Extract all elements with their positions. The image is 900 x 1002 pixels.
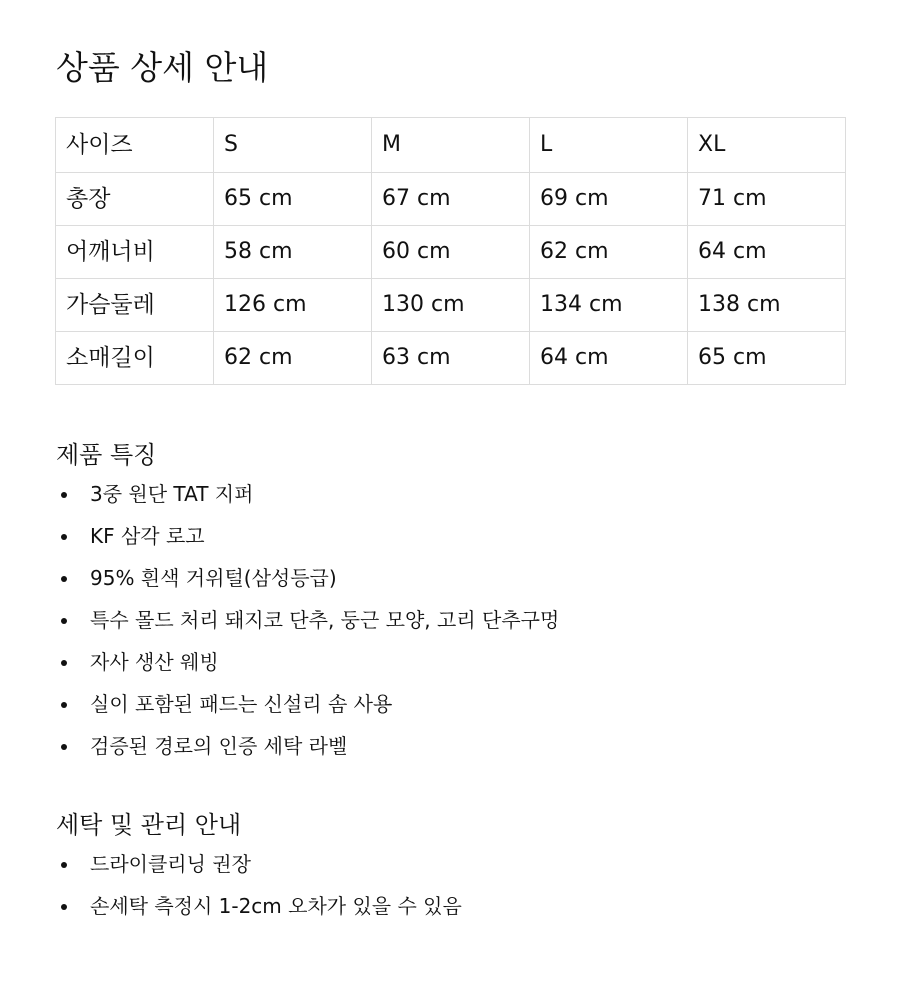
row-label-shoulder: 어깨너비 [56,226,214,279]
list-item-text: 95% 흰색 거위털(삼성등급) [90,566,337,590]
bullet-icon [61,618,67,624]
list-item-text: 특수 몰드 처리 돼지코 단추, 둥근 모양, 고리 단추구멍 [90,608,560,632]
list-item [56,848,462,890]
table-cell: 65 cm [688,332,846,385]
list-item-text: 자사 생산 웨빙 [90,650,219,674]
bullet-icon [61,660,67,666]
list-item-text: 3중 원단 TAT 지퍼 [90,482,254,506]
table-cell: 58 cm [214,226,372,279]
list-item [56,688,559,730]
row-label-total-length: 총장 [56,173,214,226]
table-cell: 130 cm [372,279,530,332]
size-table-row [56,173,846,226]
size-table [55,117,846,385]
features-list [56,478,559,772]
size-header-l: L [530,118,688,173]
list-item [56,646,559,688]
bullet-icon [61,702,67,708]
size-header-label: 사이즈 [56,118,214,173]
bullet-icon [61,904,67,910]
list-item-text: KF 삼각 로고 [90,524,205,548]
table-cell: 69 cm [530,173,688,226]
size-header-xl: XL [688,118,846,173]
table-cell: 60 cm [372,226,530,279]
size-header-m: M [372,118,530,173]
size-table-row [56,279,846,332]
list-item-text: 드라이클리닝 권장 [90,852,251,876]
table-cell: 64 cm [688,226,846,279]
size-table-row [56,226,846,279]
bullet-icon [61,534,67,540]
table-cell: 62 cm [214,332,372,385]
table-cell: 63 cm [372,332,530,385]
size-table-header-row [56,118,846,173]
size-table-row [56,332,846,385]
bullet-icon [61,576,67,582]
table-cell: 134 cm [530,279,688,332]
list-item [56,520,559,562]
page-title: 상품 상세 안내 [56,48,269,87]
size-header-s: S [214,118,372,173]
bullet-icon [61,862,67,868]
row-label-chest: 가슴둘레 [56,279,214,332]
list-item [56,478,559,520]
bullet-icon [61,744,67,750]
care-title: 세탁 및 관리 안내 [56,811,242,839]
care-list [56,848,462,932]
table-cell: 65 cm [214,173,372,226]
list-item [56,730,559,772]
list-item-text: 검증된 경로의 인증 세탁 라벨 [90,734,348,758]
table-cell: 71 cm [688,173,846,226]
list-item-text: 손세탁 측정시 1-2cm 오차가 있을 수 있음 [90,894,462,918]
table-cell: 67 cm [372,173,530,226]
list-item-text: 실이 포함된 패드는 신설리 솜 사용 [90,692,393,716]
list-item [56,562,559,604]
features-title: 제품 특징 [56,441,157,469]
row-label-sleeve: 소매길이 [56,332,214,385]
bullet-icon [61,492,67,498]
table-cell: 126 cm [214,279,372,332]
table-cell: 138 cm [688,279,846,332]
list-item [56,890,462,932]
table-cell: 62 cm [530,226,688,279]
list-item [56,604,559,646]
table-cell: 64 cm [530,332,688,385]
